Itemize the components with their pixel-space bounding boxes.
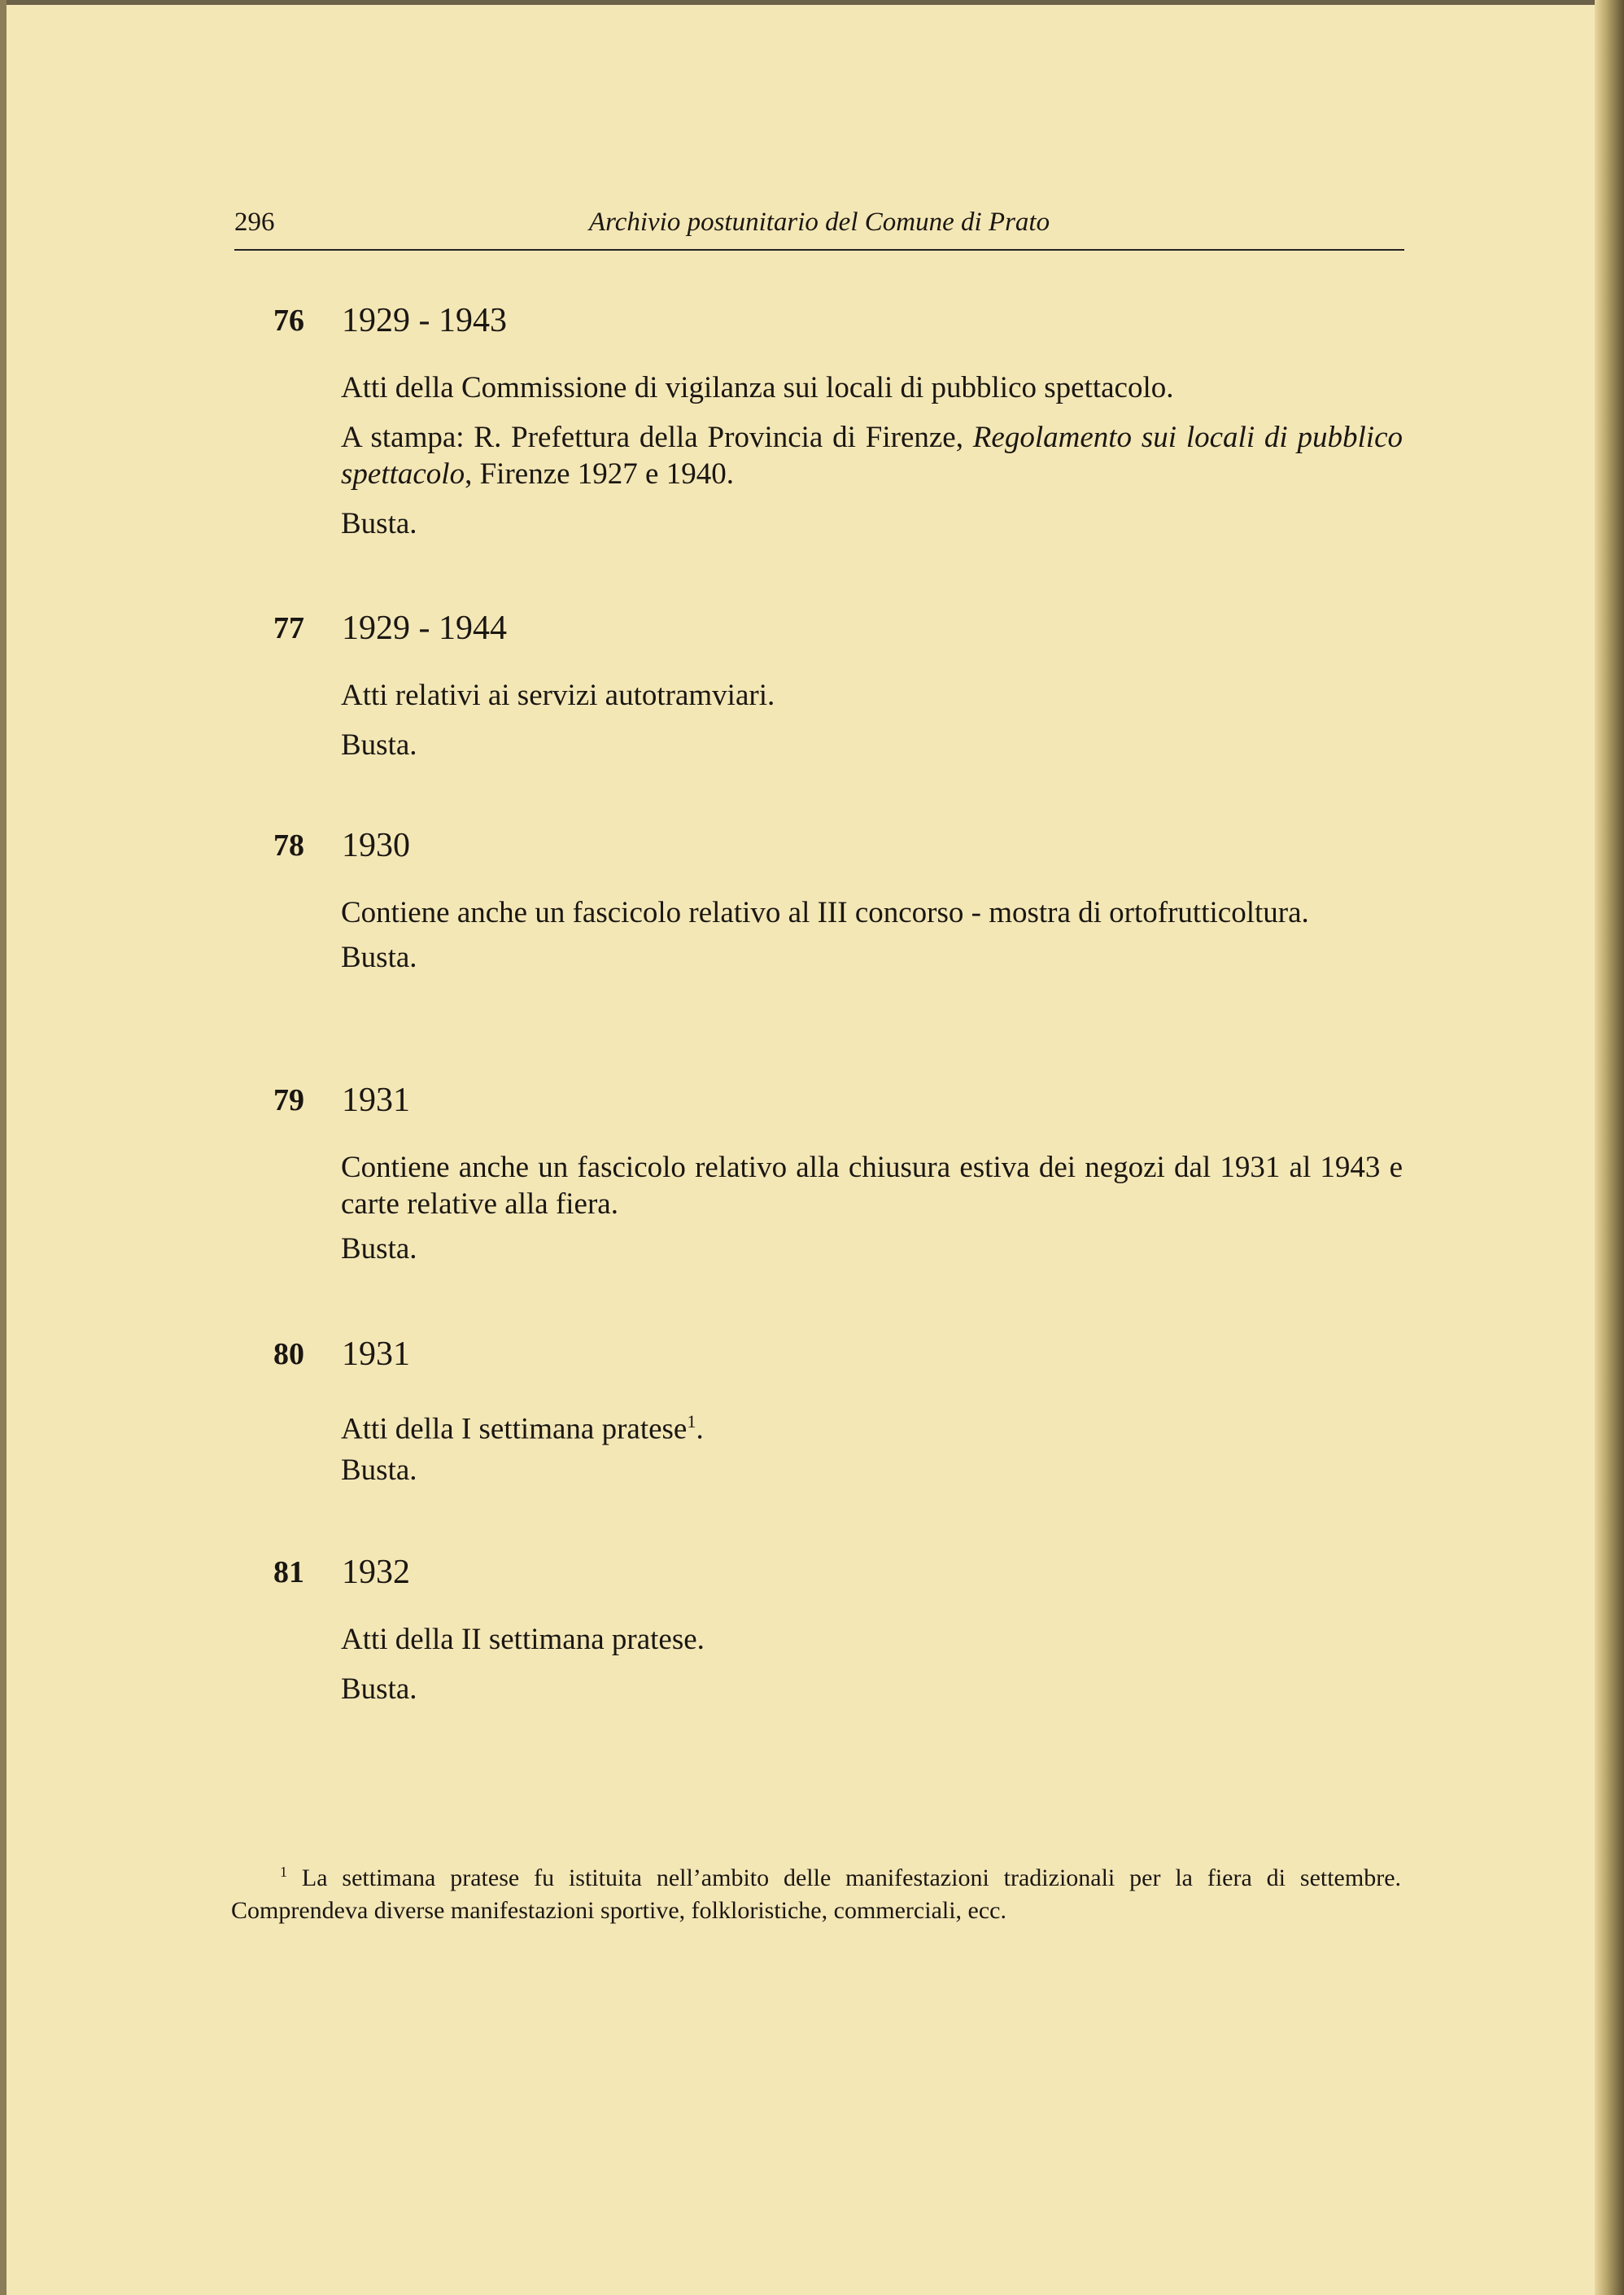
- entry-date: 1930: [342, 827, 410, 864]
- entry-description: Atti della II settimana pratese.: [341, 1623, 705, 1656]
- entry-number: 80: [273, 1337, 304, 1371]
- entry-date: 1929 - 1944: [342, 610, 507, 647]
- entry-body: [341, 1149, 1403, 1280]
- book-spine-shadow: [1595, 0, 1624, 2295]
- entry-body: [341, 369, 1403, 555]
- entry-type: Busta.: [341, 941, 417, 974]
- entry-type: Busta.: [341, 728, 417, 762]
- entry-body: [341, 1621, 1403, 1720]
- page-edge-top: [0, 0, 1624, 5]
- entry-date: 1932: [342, 1554, 410, 1591]
- entry-body: [341, 677, 1403, 776]
- entry-date: 1931: [342, 1335, 410, 1373]
- entry-number: 79: [273, 1083, 304, 1117]
- entry-type: Busta.: [341, 1672, 417, 1706]
- entry-description: Atti della I settimana pratese$^1$.: [341, 1411, 704, 1446]
- entry-body: [341, 894, 1403, 989]
- entry-description: Atti della Commissione di vigilanza sui locali di pubblico spettacolo.: [341, 371, 1174, 404]
- entry-note: A stampa: R. Prefettura della Provincia di Firenze, Regolamento sui locali di pubblico spettacolo, Firenze 1927 e 1940.: [341, 421, 1403, 491]
- page-number: 296: [234, 208, 275, 237]
- page-edge-left: [0, 0, 7, 2295]
- entry-body: [341, 1403, 1403, 1502]
- entry-number: 78: [273, 828, 304, 863]
- entry-date: 1931: [342, 1082, 410, 1119]
- entry-type: Busta.: [341, 1454, 417, 1488]
- footnote-ref[interactable]: 1: [687, 1411, 696, 1432]
- entry-number: 76: [273, 304, 304, 338]
- running-title: Archivio postunitario del Comune di Prato: [588, 208, 1050, 237]
- entry-number: 77: [273, 611, 304, 645]
- header-rule: [234, 249, 1404, 251]
- entry-number: 81: [273, 1555, 304, 1589]
- footnote: [231, 1856, 1401, 1927]
- entry-date: 1929 - 1943: [342, 302, 507, 339]
- publication-title: Regolamento sui locali di pubblico spettacolo: [341, 421, 1403, 491]
- entry-description: Contiene anche un fascicolo relativo al III concorso - mostra di ortofrutticoltura.: [341, 896, 1309, 929]
- entry-type: Busta.: [341, 1232, 417, 1266]
- footnote-marker: 1: [280, 1864, 287, 1880]
- footnote-text: La settimana pratese fu istituita nell’ambito delle manifestazioni tradizionali per la fiera di settembre. Comprendeva diverse manifestazioni sportive, folkloristiche, commerciali, ecc.: [231, 1864, 1402, 1924]
- entry-description: Contiene anche un fascicolo relativo alla chiusura estiva dei negozi dal 1931 al 1943 e carte relative alla fiera.: [341, 1151, 1403, 1221]
- entry-description: Atti relativi ai servizi autotramviari.: [341, 679, 775, 712]
- entry-type: Busta.: [341, 507, 417, 540]
